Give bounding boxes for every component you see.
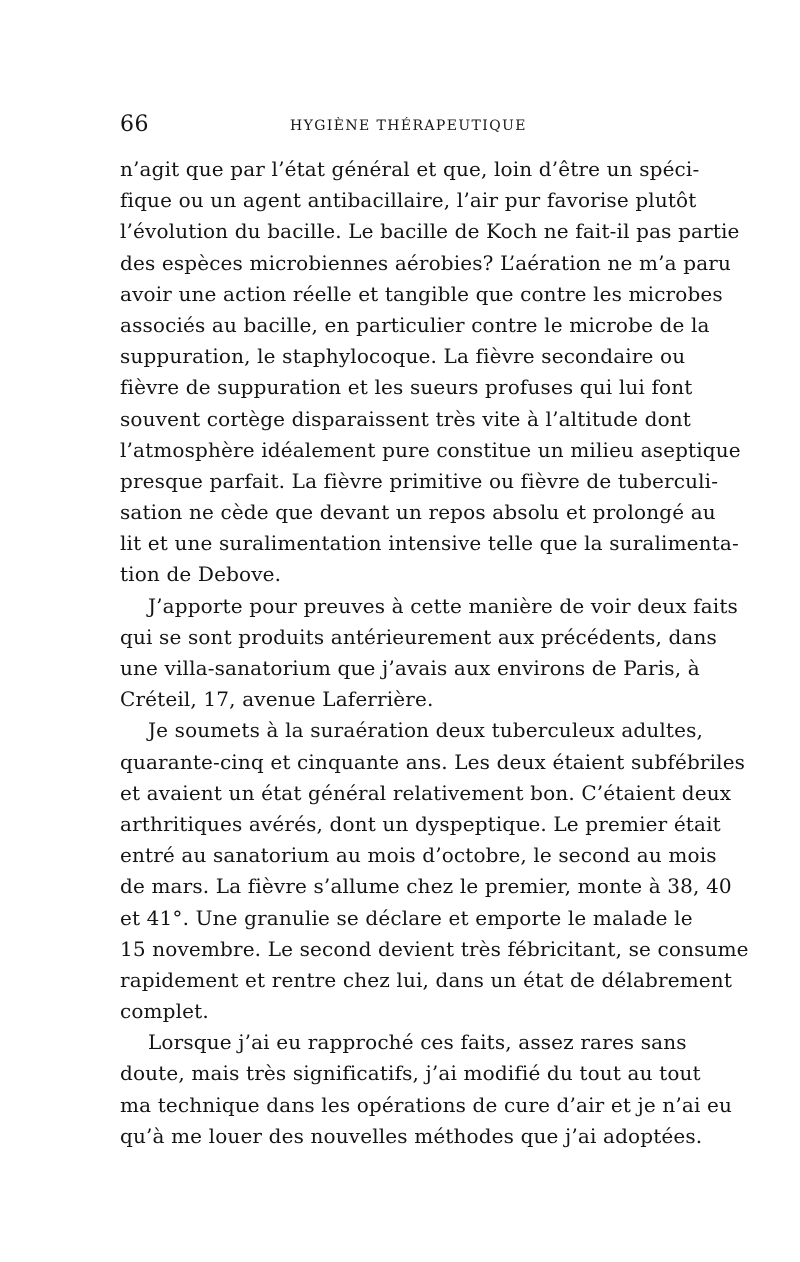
text-line: presque parfait. La fièvre primitive ou fièvre de tuberculi- [120,468,719,493]
page-header [120,112,680,140]
text-line: sation ne cède que devant un repos absolu et prolongé au [120,500,716,525]
text-line: lit et une suralimentation intensive telle que la suralimenta- [120,531,739,556]
text-line: doute, mais très significatifs, j’ai modifié du tout au tout [120,1061,701,1086]
body-text [120,154,749,1152]
paragraph-start-line: J’apporte pour preuves à cette manière de voir deux faits [148,593,738,618]
text-line: arthritiques avérés, dont un dyspeptique. Le premier était [120,811,721,836]
text-line: quarante-cinq et cinquante ans. Les deux étaient subfébriles [120,749,746,774]
text-line: ma technique dans les opérations de cure d’air et je n’ai eu [120,1092,733,1117]
text-line: fièvre de suppuration et les sueurs profuses qui lui font [120,375,693,400]
text-line: qui se sont produits antérieurement aux précédents, dans [120,624,717,649]
text-line: de mars. La fièvre s’allume chez le premier, monte à 38, 40 [120,874,732,899]
text-line: Créteil, 17, avenue Laferrière. [120,687,434,712]
text-line: n’agit que par l’état général et que, loin d’être un spéci- [120,157,700,181]
text-line: avoir une action réelle et tangible que contre les microbes [120,281,723,306]
text-line: entré au sanatorium au mois d’octobre, le second au mois [120,843,717,868]
paragraph-start-line: Je soumets à la suraération deux tuberculeux adultes, [148,718,704,743]
text-line: qu’à me louer des nouvelles méthodes que j’ai adoptées. [120,1123,703,1148]
running-title: HYGIÈNE THÉRAPEUTIQUE [290,118,527,134]
paragraph-start-line: Lorsque j’ai eu rapproché ces faits, assez rares sans [148,1030,687,1055]
text-line: associés au bacille, en particulier contre le microbe de la [120,312,710,337]
text-line: l’atmosphère idéalement pure constitue un milieu aseptique [120,437,741,462]
text-line: tion de Debove. [120,562,282,587]
text-line: et avaient un état général relativement bon. C’étaient deux [120,780,732,805]
page-number: 66 [120,112,149,137]
text-line: l’évolution du bacille. Le bacille de Koch ne fait-il pas partie [120,219,740,244]
text-line: suppuration, le staphylocoque. La fièvre secondaire ou [120,344,686,369]
text-line: 15 novembre. Le second devient très fébricitant, se consume [120,936,749,961]
text-line: rapidement et rentre chez lui, dans un état de délabrement [120,967,733,992]
text-line: complet. [120,999,209,1024]
text-line: et 41°. Une granulie se déclare et emporte le malade le [120,905,693,930]
text-line: souvent cortège disparaissent très vite à l’altitude dont [120,406,691,431]
text-line: des espèces microbiennes aérobies? L’aération ne m’a paru [120,250,732,275]
text-line: fique ou un agent antibacillaire, l’air pur favorise plutôt [120,188,697,213]
text-line: une villa-sanatorium que j’avais aux environs de Paris, à [120,656,700,680]
